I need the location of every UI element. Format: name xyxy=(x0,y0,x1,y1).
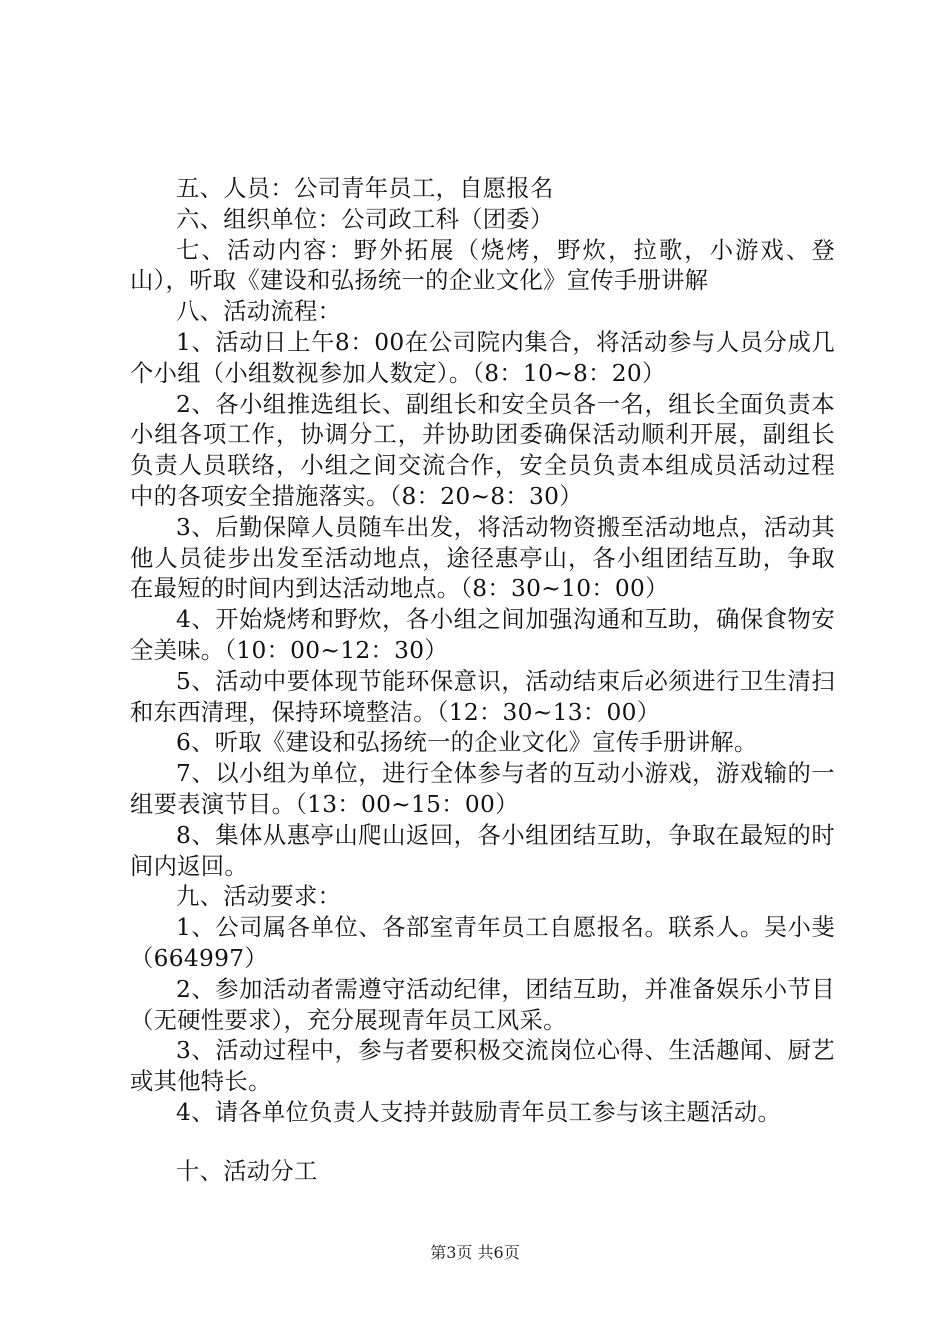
process-step-2: 2、各小组推选组长、副组长和安全员各一名，组长全面负责本小组各项工作，协调分工，并协助团委确保活动顺利开展，副组长负责人员联络，小组之间交流合作，安全员负责本组成员活动过程中的各项安全措施落实。（8：20~8：30） xyxy=(130,390,835,510)
paragraph-personnel: 五、人员：公司青年员工，自愿报名 xyxy=(176,175,554,202)
process-step-3: 3、后勤保障人员随车出发，将活动物资搬至活动地点，活动其他人员徒步出发至活动地点，途径惠亭山，各小组团结互助，争取在最短的时间内到达活动地点。（8：30~10：00） xyxy=(130,513,835,603)
process-step-6: 6、听取《建设和弘扬统一的企业文化》宣传手册讲解。 xyxy=(176,729,758,757)
process-step-1: 1、活动日上午8：00在公司院内集合，将活动参与人员分成几个小组（小组数视参加人数定）。（8：10~8：20） xyxy=(130,328,835,387)
heading-activity-process: 八、活动流程： xyxy=(176,298,342,326)
requirement-1: 1、公司属各单位、各部室青年员工自愿报名。联系人。吴小斐（664997） xyxy=(130,914,835,972)
process-step-8: 8、集体从惠亭山爬山返回，各小组团结互助，争取在最短的时间内返回。 xyxy=(130,821,835,880)
requirement-2: 2、参加活动者需遵守活动纪律，团结互助，并准备娱乐小节目（无硬性要求），充分展现青年员工风采。 xyxy=(130,975,835,1034)
process-step-4: 4、开始烧烤和野炊，各小组之间加强沟通和互助，确保食物安全美味。（10：00~12：30） xyxy=(130,606,835,664)
paragraph-activity-content: 七、活动内容：野外拓展（烧烤，野炊，拉歌，小游戏、登山），听取《建设和弘扬统一的企业文化》宣传手册讲解 xyxy=(130,236,835,295)
page-number-footer: 第3页 共6页 xyxy=(430,1243,520,1262)
process-step-7: 7、以小组为单位，进行全体参与者的互动小游戏，游戏输的一组要表演节目。（13：00~15：00） xyxy=(130,760,835,818)
requirement-3: 3、活动过程中，参与者要积极交流岗位心得、生活趣闻、厨艺或其他特长。 xyxy=(130,1037,835,1096)
heading-activity-requirements: 九、活动要求： xyxy=(176,883,342,911)
heading-activity-division: 十、活动分工 xyxy=(176,1157,318,1185)
process-step-5: 5、活动中要体现节能环保意识，活动结束后必须进行卫生清扫和东西清理，保持环境整洁。（12：30~13：00） xyxy=(130,667,835,726)
document-body xyxy=(130,174,835,1188)
paragraph-organizer: 六、组织单位：公司政工科（团委） xyxy=(176,205,554,233)
requirement-4: 4、请各单位负责人支持并鼓励青年员工参与该主题活动。 xyxy=(176,1098,782,1126)
